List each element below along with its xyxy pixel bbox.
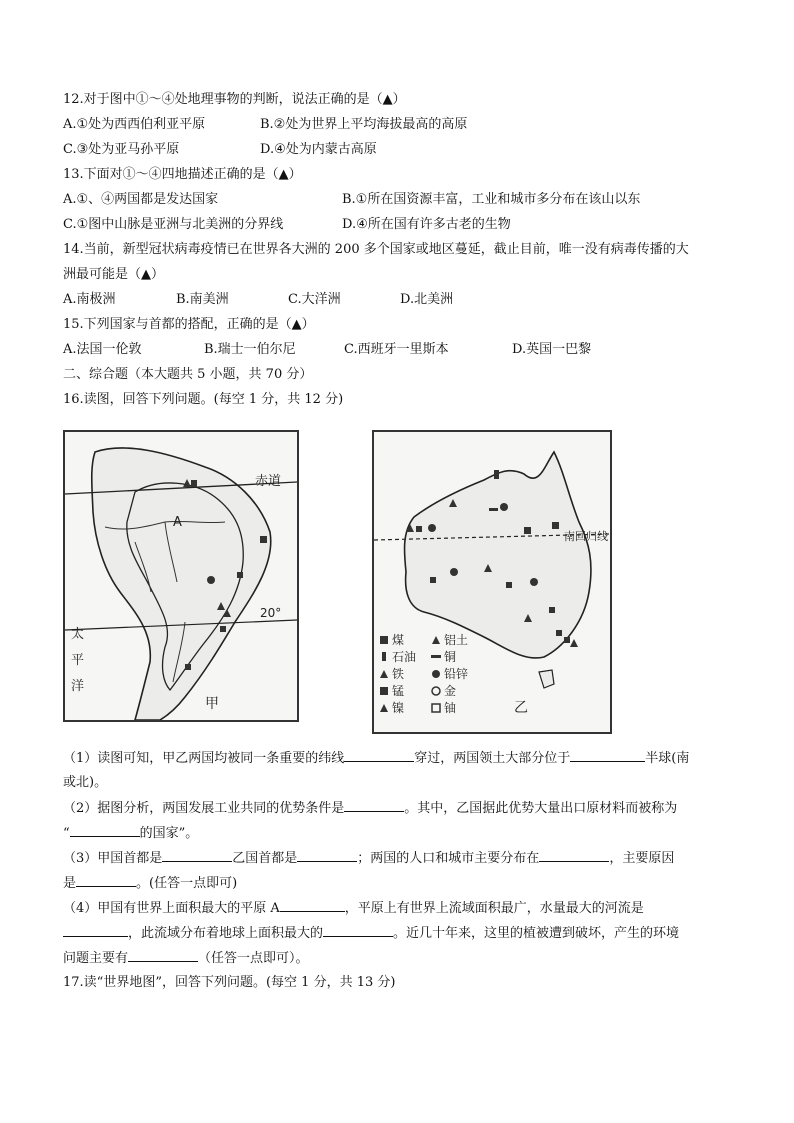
q13-option-c: C.①图中山脉是亚洲与北美洲的分界线 bbox=[63, 217, 284, 232]
q16-part3-text-e: 是 bbox=[63, 876, 77, 891]
plain-a-label: A bbox=[173, 515, 182, 530]
legend-lead-zinc: 铅锌 bbox=[444, 667, 469, 681]
q16-blank-9[interactable] bbox=[280, 899, 345, 912]
q13-option-b: B.①所在国资源丰富，工业和城市多分布在该山以东 bbox=[342, 192, 641, 207]
q16-part4-line3 bbox=[63, 949, 309, 968]
manganese-icon bbox=[380, 687, 388, 695]
latitude-20-label: 20° bbox=[260, 606, 282, 620]
lead-zinc-icon bbox=[432, 670, 440, 678]
q13-option-a: A.①、④两国都是发达国家 bbox=[63, 192, 219, 207]
q16-blank-3[interactable] bbox=[344, 799, 404, 812]
q16-blank-4[interactable] bbox=[70, 824, 140, 837]
q14-stem-line2: 洲最可能是（▲） bbox=[63, 267, 164, 282]
q16-blank-12[interactable] bbox=[128, 949, 198, 962]
legend-nickel: 镍 bbox=[392, 701, 405, 715]
q16-part3-text-f: 。(任答一点即可) bbox=[136, 876, 238, 891]
q16-part1-text-a: （1）读图可知，甲乙两国均被同一条重要的纬线 bbox=[63, 751, 345, 766]
legend-coal: 煤 bbox=[392, 633, 405, 647]
q16-part2-text-a: （2）据图分析，两国发展工业共同的优势条件是 bbox=[63, 801, 345, 816]
map-australia bbox=[372, 430, 612, 734]
q14-option-c: C.大洋洲 bbox=[288, 292, 341, 307]
q16-part3-text-a: （3）甲国首都是 bbox=[63, 851, 163, 866]
q16-part2-line1 bbox=[63, 799, 677, 818]
q16-blank-6[interactable] bbox=[297, 849, 357, 862]
q17-stem: 17.读“世界地图”，回答下列问题。(每空 1 分，共 13 分) bbox=[63, 975, 396, 990]
map-jia-label: 甲 bbox=[205, 696, 219, 712]
q12-option-b: B.②处为世界上平均海拔最高的高原 bbox=[260, 117, 468, 132]
q14-option-b: B.南美洲 bbox=[176, 292, 229, 307]
q13-option-d: D.④所在国有许多古老的生物 bbox=[342, 217, 511, 232]
q16-part4-text-d: 。近几十年来，这里的植被遭到破坏，产生的环境 bbox=[393, 926, 680, 941]
q16-part4-text-a: （4）甲国有世界上面积最大的平原 A bbox=[63, 901, 280, 916]
q16-part3-text-d: ，主要原因 bbox=[609, 851, 675, 866]
q16-part4-line2 bbox=[63, 924, 679, 943]
q16-part1-line2: 或北)。 bbox=[63, 775, 108, 790]
q16-stem: 16.读图，回答下列问题。(每空 1 分，共 12 分) bbox=[63, 392, 344, 407]
q16-part2-text-d: 的国家”。 bbox=[139, 826, 199, 841]
q15-option-b: B.瑞士一伯尔尼 bbox=[204, 342, 296, 357]
q16-blank-8[interactable] bbox=[76, 874, 136, 887]
q16-part1-text-c: 半球(南 bbox=[645, 751, 690, 766]
q12-option-a: A.①处为西西伯利亚平原 bbox=[63, 117, 206, 132]
q16-part3-text-c: ；两国的人口和城市主要分布在 bbox=[357, 851, 540, 866]
q16-part4-text-f: （任答一点即可）。 bbox=[198, 951, 309, 966]
pacific-label-2: 平 bbox=[71, 653, 85, 668]
legend-copper: 铜 bbox=[444, 650, 457, 664]
q15-option-c: C.西班牙一里斯本 bbox=[344, 342, 449, 357]
q14-stem-line1: 14.当前，新型冠状病毒疫情已在世界各大洲的 200 多个国家或地区蔓延，截止目前，唯一没有病毒传播的大 bbox=[63, 242, 689, 257]
equator-label: 赤道 bbox=[255, 474, 282, 489]
section-heading: 二、综合题（本大题共 5 小题，共 70 分） bbox=[63, 367, 313, 382]
q16-part2-line2 bbox=[63, 824, 198, 843]
oil-icon bbox=[382, 652, 386, 661]
legend-manganese: 锰 bbox=[392, 684, 405, 698]
q16-blank-2[interactable] bbox=[570, 749, 645, 762]
q16-part3-text-b: 乙国首都是 bbox=[232, 851, 298, 866]
q12-option-c: C.③处为亚马孙平原 bbox=[63, 142, 180, 157]
legend-gold: 金 bbox=[444, 684, 457, 698]
legend-iron: 铁 bbox=[392, 667, 405, 681]
q16-part4-line1 bbox=[63, 899, 644, 918]
q16-blank-10[interactable] bbox=[63, 924, 128, 937]
q16-part2-text-b: 。其中，乙国据此优势大量出口原材料而被称为 bbox=[404, 801, 678, 816]
map-yi-label: 乙 bbox=[514, 700, 528, 716]
q16-part2-text-c: “ bbox=[63, 826, 70, 841]
legend-oil: 石油 bbox=[392, 650, 417, 664]
q16-part4-text-e: 问题主要有 bbox=[63, 951, 129, 966]
q15-option-a: A.法国一伦敦 bbox=[63, 342, 142, 357]
q15-option-d: D.英国一巴黎 bbox=[512, 342, 592, 357]
q16-part4-text-c: ，此流域分布着地球上面积最大的 bbox=[128, 926, 324, 941]
q16-blank-7[interactable] bbox=[539, 849, 609, 862]
coal-icon bbox=[380, 636, 388, 644]
tropic-label: 南回归线 bbox=[564, 530, 608, 543]
q13-stem: 13.下面对①～④四地描述正确的是（▲） bbox=[63, 167, 302, 182]
legend-uranium: 铀 bbox=[444, 701, 457, 715]
q16-blank-1[interactable] bbox=[344, 749, 414, 762]
copper-icon bbox=[431, 655, 441, 658]
q16-part1-line1 bbox=[63, 749, 689, 768]
q16-part4-text-b: ，平原上有世界上流域面积最广，水量最大的河流是 bbox=[344, 901, 644, 916]
q14-option-a: A.南极洲 bbox=[63, 292, 116, 307]
pacific-label-1: 太 bbox=[71, 627, 85, 642]
q12-stem: 12.对于图中①～④处地理事物的判断，说法正确的是（▲） bbox=[63, 92, 406, 107]
pacific-label-3: 洋 bbox=[71, 679, 85, 694]
q14-option-d: D.北美洲 bbox=[400, 292, 454, 307]
q15-stem: 15.下列国家与首都的搭配，正确的是（▲） bbox=[63, 317, 315, 332]
legend-bauxite: 铝土 bbox=[444, 633, 469, 647]
q16-part3-line2 bbox=[63, 874, 237, 893]
q16-blank-11[interactable] bbox=[323, 924, 393, 937]
map-brazil bbox=[63, 430, 299, 722]
q16-part1-text-b: 穿过，两国领土大部分位于 bbox=[414, 751, 571, 766]
q12-option-d: D.④处为内蒙古高原 bbox=[260, 142, 377, 157]
q16-part3-line1 bbox=[63, 849, 674, 868]
q16-blank-5[interactable] bbox=[162, 849, 232, 862]
